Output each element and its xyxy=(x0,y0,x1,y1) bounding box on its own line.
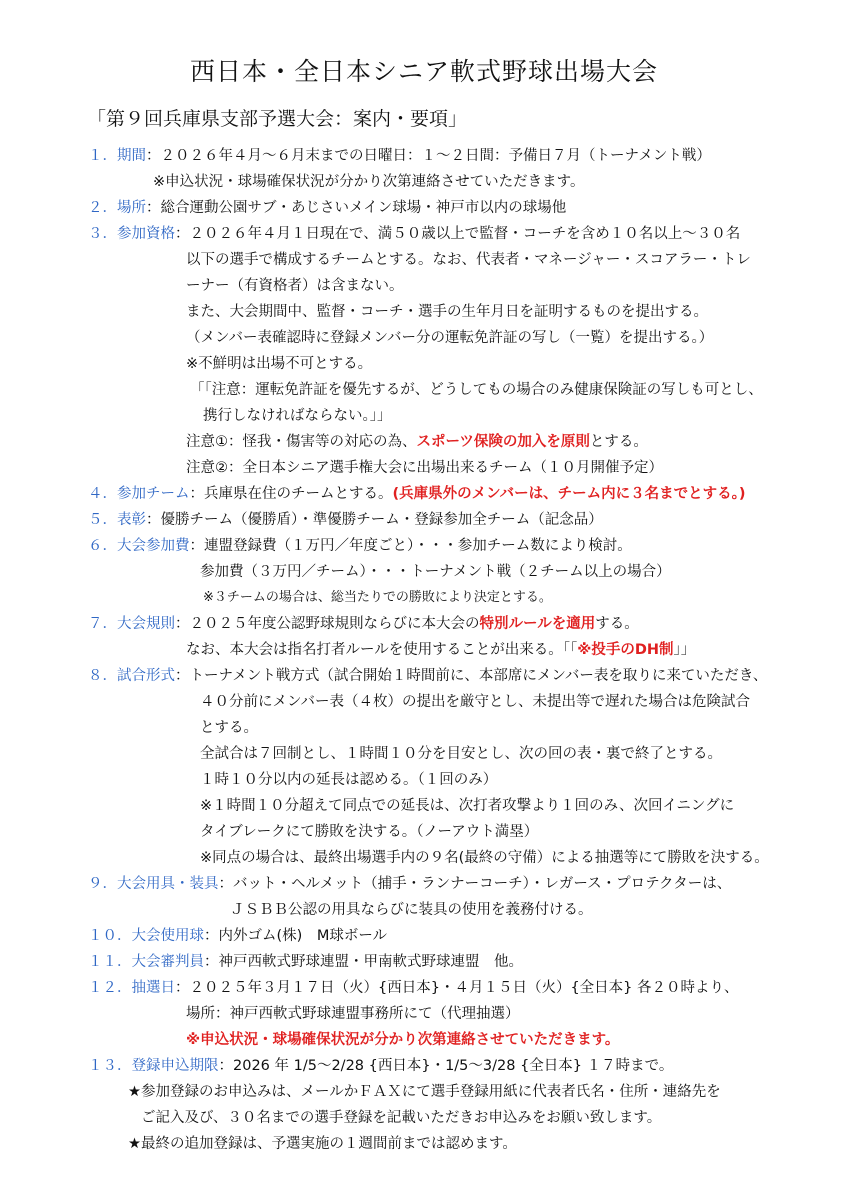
eligibility-line: 以下の選手で構成するチームとする。なお、代表者・マネージャー・スコアラー・トレ xyxy=(186,252,751,268)
section-label: ８．試合形式 xyxy=(88,668,175,684)
teams-emphasis: (兵庫県外のメンバーは、チーム内に３名までとする。) xyxy=(392,486,746,502)
section-label: １３．登録申込期限 xyxy=(88,1058,219,1074)
caution-championship: 注意②：全日本シニア選手権大会に出場出来るチーム（１０月開催予定） xyxy=(186,460,663,476)
section-awards xyxy=(88,510,603,530)
fees-line: 参加費（３万円／チーム）・・・トーナメント戦（２チーム以上の場合） xyxy=(200,564,671,580)
caution-text: 注意①：怪我・傷害等の対応の為、 xyxy=(186,434,417,450)
rules-text: なお、本大会は指名打者ルールを使用することが出来る。「「 xyxy=(186,642,578,658)
format-line: ※１時間１０分超えて同点での延長は、次打者攻撃より１回のみ、次回イニングに xyxy=(200,798,735,814)
document-subtitle: 「第９回兵庫県支部予選大会：案内・要項」 xyxy=(87,108,468,130)
section-rules xyxy=(88,614,639,634)
section-umpires xyxy=(88,952,523,972)
section-text: ：総合運動公園サブ・あじさいメイン球場・神戸市以内の球場他 xyxy=(146,200,567,216)
section-teams xyxy=(88,484,746,504)
section-text: ：連盟登録費（１万円／年度ごと）・・・参加チーム数により検討。 xyxy=(189,538,632,554)
section-venue xyxy=(88,198,566,218)
section-text: ：２０２５年度公認野球規則ならびに本大会の xyxy=(175,616,480,632)
format-line: １時１０分以内の延長は認める。（１回のみ） xyxy=(200,772,498,788)
section-eligibility xyxy=(88,224,740,244)
section-text: ：２０２６年４月～６月末までの日曜日：１～２日間：予備日７月（トーナメント戦） xyxy=(146,148,711,164)
format-line: ※同点の場合は、最終出場選手内の９名(最終の守備）による抽選等にて勝敗を決する。 xyxy=(200,850,769,866)
format-line: 全試合は７回制とし、１時間１０分を目安とし、次の回の表・裏で終了とする。 xyxy=(200,746,722,762)
dh-emphasis: ※投手のDH制 xyxy=(577,642,674,658)
eligibility-line: ※不鮮明は出場不可とする。 xyxy=(186,356,373,372)
section-label: １．期間 xyxy=(88,148,146,164)
section-label: １０．大会使用球 xyxy=(88,928,204,944)
eligibility-line: また、大会期間中、監督・コーチ・選手の生年月日を証明するものを提出する。 xyxy=(186,304,708,320)
section-label: １１．大会審判員 xyxy=(88,954,204,970)
section-text: ：優勝チーム（優勝盾）・準優勝チーム・登録参加全チーム（記念品） xyxy=(146,512,603,528)
format-line: ４０分前にメンバー表（４枚）の提出を厳守とし、未提出等で遅れた場合は危険試合 xyxy=(200,694,750,710)
section-label: ２．場所 xyxy=(88,200,146,216)
eligibility-line: （メンバー表確認時に登録メンバー分の運転免許証の写し（一覧）を提出する。） xyxy=(186,330,714,346)
section-draw xyxy=(88,978,739,998)
period-note: ※申込状況・球場確保状況が分かり次第連絡させていただきます。 xyxy=(153,174,585,190)
format-line: タイブレークにて勝敗を決する。（ノーアウト満塁） xyxy=(200,824,539,840)
eligibility-line: ーナー（有資格者）は含まない。 xyxy=(186,278,404,294)
section-ball xyxy=(88,926,387,946)
deadline-line: ★参加登録のお申込みは、メールかＦＡＸにて選手登録用紙に代表者氏名・住所・連絡先を xyxy=(128,1084,721,1100)
draw-emphasis: ※申込状況・球場確保状況が分かり次第連絡させていただきます。 xyxy=(186,1032,620,1048)
eligibility-line: 「「注意：運転免許証を優先するが、どうしてもの場合のみ健康保険証の写しも可とし、 xyxy=(190,382,763,398)
section-label: ４．参加チーム xyxy=(88,486,190,502)
caution-insurance xyxy=(186,432,648,452)
section-text: する。 xyxy=(595,616,639,632)
eligibility-line: 携行しなければならない。」」 xyxy=(203,408,392,424)
section-text: ：神戸西軟式野球連盟・甲南軟式野球連盟 他。 xyxy=(204,954,523,970)
section-deadline xyxy=(88,1056,673,1076)
section-fees xyxy=(88,536,632,556)
section-period xyxy=(88,146,711,166)
draw-venue: 場所：神戸西軟式野球連盟事務所にて（代理抽選） xyxy=(186,1006,520,1022)
section-equipment xyxy=(88,874,731,894)
rules-dh-line xyxy=(186,640,695,660)
fees-note: ※３チームの場合は、総当たりでの勝敗により決定とする。 xyxy=(203,590,552,605)
section-text: ：２０２５年３月１７日（火）{西日本}・４月１５日（火）{全日本} 各２０時より、 xyxy=(175,980,739,996)
section-text: ：内外ゴム(株) M球ボール xyxy=(204,928,388,944)
section-label: ９．大会用具・装具 xyxy=(88,876,219,892)
section-text: ：兵庫県在住のチームとする。 xyxy=(189,486,393,502)
deadline-line: ご記入及び、３０名までの選手登録を記載いただきお申込みをお願い致します。 xyxy=(141,1110,662,1126)
section-text: ：トーナメント戦方式（試合開始１時間前に、本部席にメンバー表を取りに来ていただき、 xyxy=(175,668,768,684)
rules-text: 」」 xyxy=(673,642,696,658)
section-label: ５．表彰 xyxy=(88,512,146,528)
caution-text: とする。 xyxy=(589,434,648,450)
format-line: とする。 xyxy=(200,720,258,736)
document-title: 西日本・全日本シニア軟式野球出場大会 xyxy=(189,57,658,86)
deadline-line: ★最終の追加登録は、予選実施の１週間前までは認めます。 xyxy=(128,1136,517,1152)
section-label: ６．大会参加費 xyxy=(88,538,190,554)
insurance-emphasis: スポーツ保険の加入を原則 xyxy=(416,434,590,450)
rules-emphasis: 特別ルールを適用 xyxy=(479,616,596,632)
section-text: ：２０２６年４月１日現在で、満５０歳以上で監督・コーチを含め１０名以上～３０名 xyxy=(175,226,741,242)
section-label: ３．参加資格 xyxy=(88,226,175,242)
section-text: ：バット・ヘルメット（捕手・ランナーコーチ）・レガース・プロテクターは、 xyxy=(218,876,732,892)
equipment-line: ＪＳＢＢ公認の用具ならびに装具の使用を義務付ける。 xyxy=(230,902,593,918)
section-label: ７．大会規則 xyxy=(88,616,175,632)
section-label: １２．抽選日 xyxy=(88,980,175,996)
section-text: ：2026 年 1/5～2/28 {西日本}・1/5～3/28 {全日本} １７時まで。 xyxy=(218,1058,674,1074)
section-format xyxy=(88,666,767,686)
